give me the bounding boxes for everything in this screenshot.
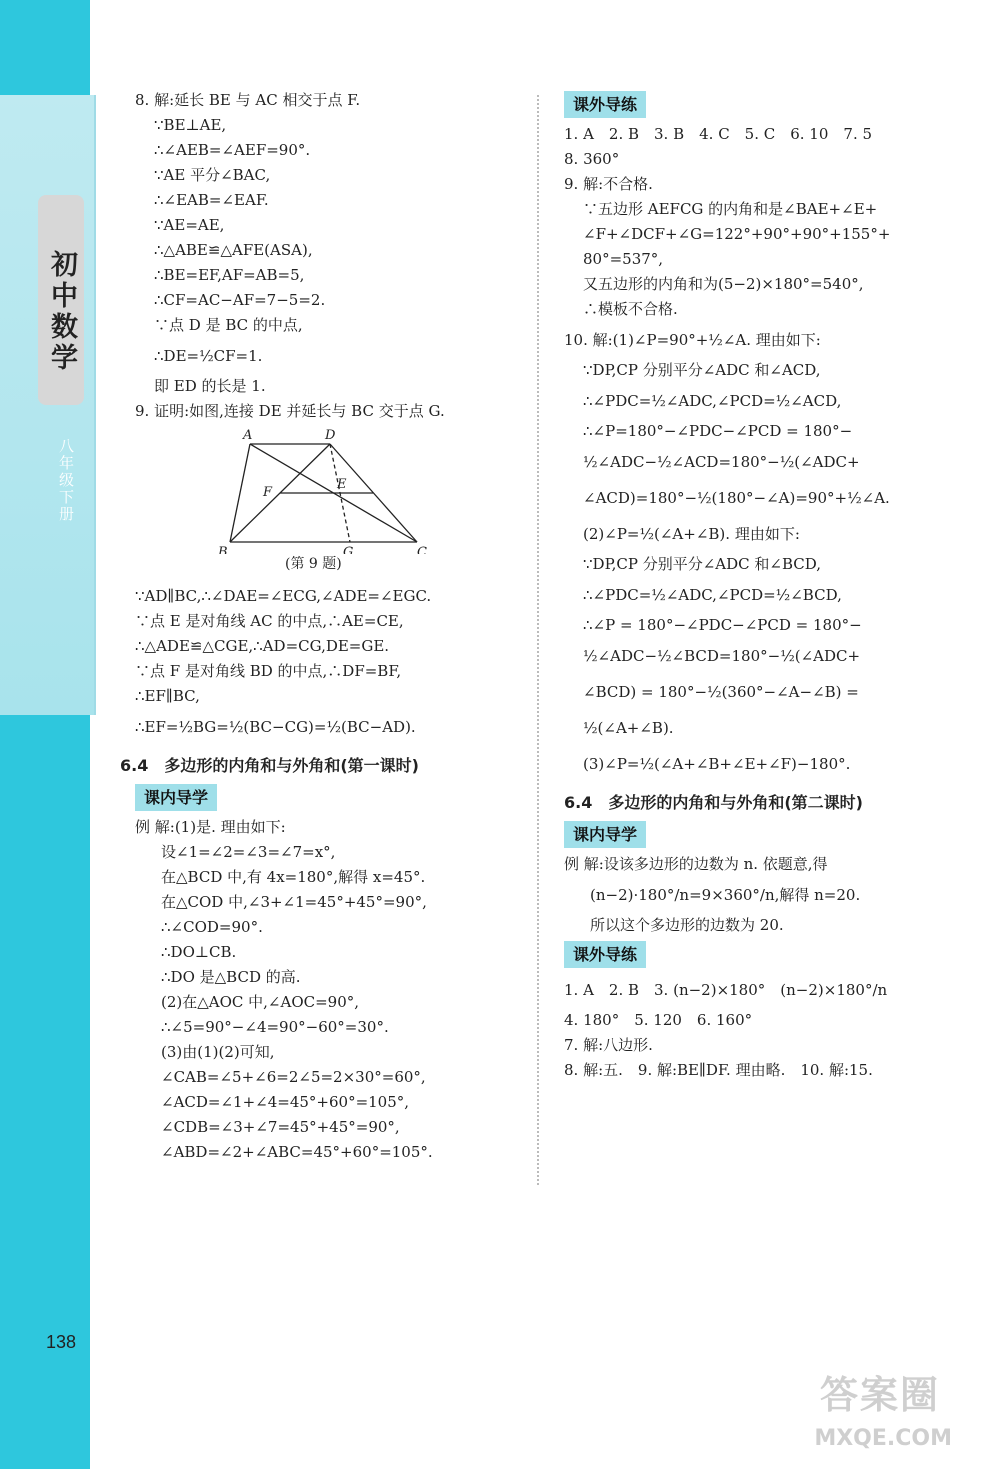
watermark-logo: 答案圈: [819, 1373, 940, 1417]
section-heading: 6.4 多边形的内角和与外角和(第一课时): [120, 756, 419, 775]
example-line: ∠ABD=∠2+∠ABC=45°+60°=105°.: [161, 1143, 433, 1161]
label-f: F: [263, 485, 273, 500]
q10-line: ∵DP,CP 分别平分∠ADC 和∠ACD,: [583, 361, 821, 379]
q8-line: ∵AE=AE,: [154, 216, 225, 234]
example-line: (2)在△AOC 中,∠AOC=90°,: [161, 993, 360, 1011]
label-b: B: [218, 545, 228, 554]
example-line: 设∠1=∠2=∠3=∠7=x°,: [161, 843, 336, 861]
q9-line: ∴EF=½BG=½(BC−CG)=½(BC−AD).: [135, 718, 416, 736]
q9-intro: 9. 证明:如图,连接 DE 并延长与 BC 交于点 G.: [135, 402, 445, 420]
label-c: C: [417, 545, 427, 554]
example-line: ∠ACD=∠1+∠4=45°+60°=105°,: [161, 1093, 410, 1111]
q9-line: 又五边形的内角和为(5−2)×180°=540°,: [583, 275, 864, 293]
q10-line: ∴∠P=180°−∠PDC−∠PCD = 180°−: [583, 422, 853, 440]
q10-line: ∠BCD) = 180°−½(360°−∠A−∠B) =: [583, 683, 859, 701]
label-e: E: [337, 477, 347, 492]
q9-line: ∴EF∥BC,: [135, 687, 200, 705]
answer-line: 1. A 2. B 3. (n−2)×180° (n−2)×180°/n: [564, 981, 888, 999]
q10-line: ½(∠A+∠B).: [583, 719, 674, 737]
book-title: 初中数学: [38, 195, 84, 405]
section-tag: 课外导练: [564, 91, 646, 118]
figure-caption: (第 9 题): [285, 556, 342, 572]
q8-line: 8. 解:延长 BE 与 AC 相交于点 F.: [135, 91, 361, 109]
q10-line: (3)∠P=½(∠A+∠B+∠E+∠F)−180°.: [583, 755, 851, 773]
label-a: A: [243, 428, 253, 443]
q9-line: 80°=537°,: [583, 250, 664, 268]
q8-line: ∴∠AEB=∠AEF=90°.: [154, 141, 311, 159]
q8-line: ∵AE 平分∠BAC,: [154, 166, 271, 184]
q8-line: ∴∠EAB=∠EAF.: [154, 191, 269, 209]
answer-line: 1. A 2. B 3. B 4. C 5. C 6. 10 7. 5: [564, 125, 873, 143]
example-line: 在△BCD 中,有 4x=180°,解得 x=45°.: [161, 868, 426, 886]
answer-line: 7. 解:八边形.: [564, 1036, 653, 1054]
example-line: ∴DO⊥CB.: [161, 943, 237, 961]
label-g: G: [343, 545, 354, 554]
page-number: 138: [46, 1332, 77, 1352]
book-subtitle: 八年级下册: [57, 437, 75, 523]
example-line: ∴∠COD=90°.: [161, 918, 263, 936]
example-line: 例 解:设该多边形的边数为 n. 依题意,得: [564, 855, 828, 873]
example-line: ∴∠5=90°−∠4=90°−60°=30°.: [161, 1018, 389, 1036]
example-line: 例 解:(1)是. 理由如下:: [135, 818, 286, 836]
section-tag: 课内导学: [564, 821, 646, 848]
example-line: ∠CAB=∠5+∠6=2∠5=2×30°=60°,: [161, 1068, 426, 1086]
watermark: [790, 1369, 980, 1459]
example-line: 所以这个多边形的边数为 20.: [590, 916, 784, 934]
example-line: 在△COD 中,∠3+∠1=45°+45°=90°,: [161, 893, 427, 911]
q8-line: ∴BE=EF,AF=AB=5,: [154, 266, 305, 284]
example-line: ∴DO 是△BCD 的高.: [161, 968, 301, 986]
label-d: D: [325, 428, 336, 443]
q10-line: ∠ACD)=180°−½(180°−∠A)=90°+½∠A.: [583, 489, 890, 507]
q8-line: ∴△ABE≌△AFE(ASA),: [154, 241, 313, 259]
q9-line: ∵点 F 是对角线 BD 的中点,∴DF=BF,: [135, 662, 402, 680]
left-column: [120, 88, 515, 1165]
example-line: (n−2)·180°/n=9×360°/n,解得 n=20.: [590, 886, 861, 904]
q9-line: ∵点 E 是对角线 AC 的中点,∴AE=CE,: [135, 612, 404, 630]
q10-line: 10. 解:(1)∠P=90°+½∠A. 理由如下:: [564, 331, 821, 349]
example-line: (3)由(1)(2)可知,: [161, 1043, 275, 1061]
q9-line: ∴模板不合格.: [583, 300, 678, 318]
answer-line: 8. 360°: [564, 150, 620, 168]
section-heading: 6.4 多边形的内角和与外角和(第二课时): [564, 793, 863, 812]
section-tag: 课外导练: [564, 941, 646, 968]
answer-line: 8. 解:五. 9. 解:BE∥DF. 理由略. 10. 解:15.: [564, 1061, 873, 1079]
right-column: [564, 88, 944, 1083]
sidebar-panel: [0, 95, 96, 715]
q8-line: ∵BE⊥AE,: [154, 116, 227, 134]
trapezoid-figure: [135, 424, 515, 584]
q9-line: ∵AD∥BC,∴∠DAE=∠ECG,∠ADE=∠EGC.: [135, 587, 432, 605]
q8-line: ∴DE=½CF=1.: [154, 347, 263, 365]
trapezoid-diagram: [135, 424, 515, 554]
q10-line: (2)∠P=½(∠A+∠B). 理由如下:: [583, 525, 800, 543]
answer-line: 4. 180° 5. 120 6. 160°: [564, 1011, 753, 1029]
q8-line: ∵点 D 是 BC 的中点,: [154, 316, 303, 334]
example-line: ∠CDB=∠3+∠7=45°+45°=90°,: [161, 1118, 400, 1136]
q9-line: ∴△ADE≌△CGE,∴AD=CG,DE=GE.: [135, 637, 390, 655]
q10-line: ∴∠PDC=½∠ADC,∠PCD=½∠BCD,: [583, 586, 842, 604]
q10-line: ½∠ADC−½∠ACD=180°−½(∠ADC+: [583, 453, 860, 471]
column-divider: [537, 95, 539, 1185]
watermark-url: MXQE.COM: [814, 1426, 952, 1451]
q9-line: ∵五边形 AEFCG 的内角和是∠BAE+∠E+: [583, 200, 878, 218]
answer-line: 9. 解:不合格.: [564, 175, 653, 193]
q10-line: ∴∠P = 180°−∠PDC−∠PCD = 180°−: [583, 616, 862, 634]
q9-line: ∠F+∠DCF+∠G=122°+90°+90°+155°+: [583, 225, 891, 243]
q10-line: ∴∠PDC=½∠ADC,∠PCD=½∠ACD,: [583, 392, 842, 410]
q8-line: ∴CF=AC−AF=7−5=2.: [154, 291, 326, 309]
q8-line: 即 ED 的长是 1.: [154, 377, 266, 395]
section-tag: 课内导学: [135, 784, 217, 811]
sidebar: [0, 0, 90, 1469]
q10-line: ½∠ADC−½∠BCD=180°−½(∠ADC+: [583, 647, 861, 665]
q10-line: ∵DP,CP 分别平分∠ADC 和∠BCD,: [583, 555, 822, 573]
